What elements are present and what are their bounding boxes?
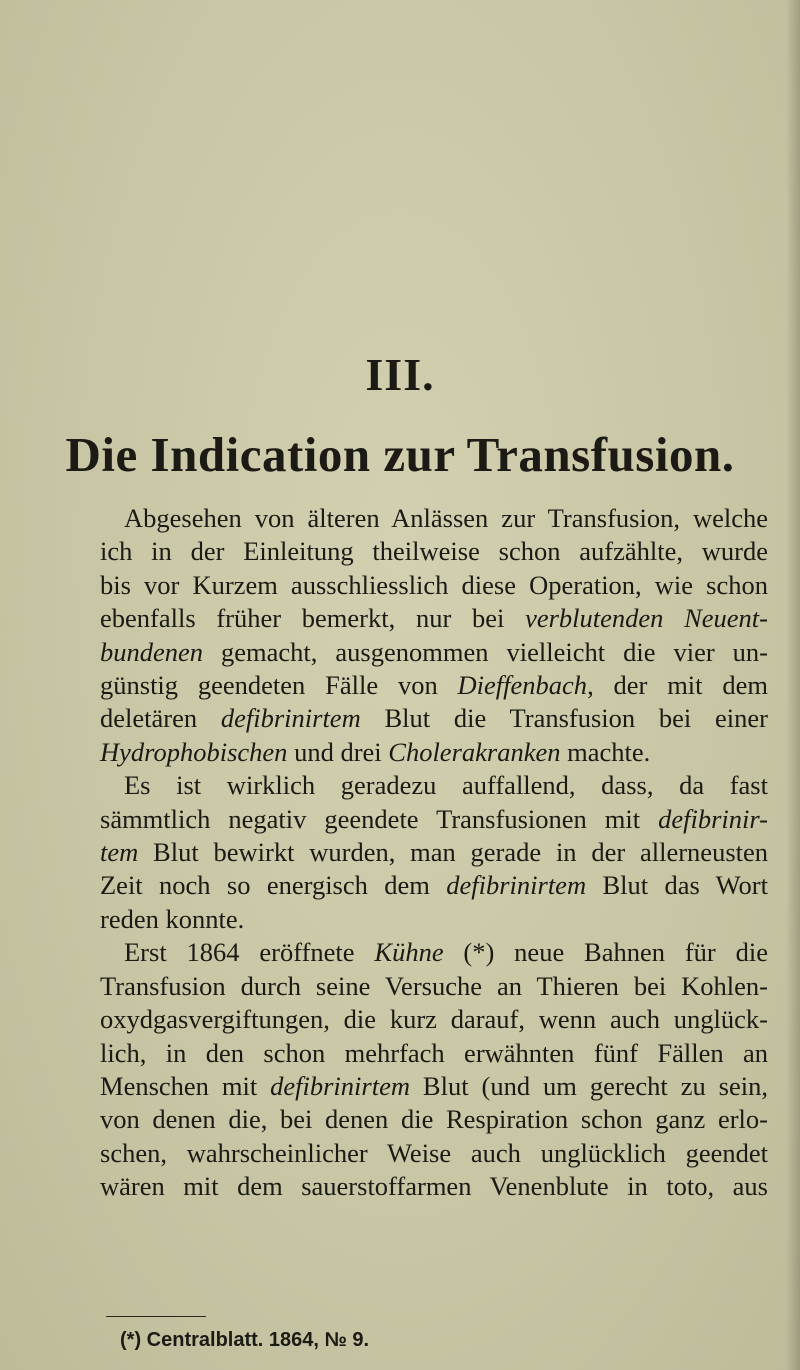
emphasis: defibrinirtem — [446, 870, 587, 901]
text-line: Erst 1864 eröffnete Kühne (*) neue Bahnen für die — [124, 937, 768, 968]
text-line: Hydrophobischen und drei Cholerakranken machte. — [100, 736, 651, 767]
text-line: bundenen gemacht, ausgenommen vielleicht die vier un- — [100, 636, 768, 667]
emphasis: Cholerakranken — [388, 736, 561, 767]
text-line: wären mit dem sauerstoffarmen Venenblute in toto, aus — [100, 1171, 768, 1202]
emphasis: bundenen — [100, 636, 204, 667]
emphasis: tem — [100, 837, 139, 868]
text-line: deletären defibrinirtem Blut die Transfusion bei einer — [100, 703, 768, 734]
text-line: lich, in den schon mehrfach erwähnten fünf Fällen an — [100, 1037, 768, 1068]
text-line: ich in der Einleitung theilweise schon aufzählte, wurde — [100, 536, 768, 567]
text-line: Zeit noch so energisch dem defibrinirtem Blut das Wort — [100, 870, 768, 901]
text-line: schen, wahrscheinlicher Weise auch unglücklich geendet — [100, 1137, 768, 1168]
footnote: (*) Centralblatt. 1864, № 9. — [120, 1329, 370, 1351]
footnote-rule — [106, 1316, 206, 1317]
text-line: Es ist wirklich geradezu auffallend, dass, da fast — [124, 770, 768, 801]
emphasis: defibrinir- — [658, 803, 768, 834]
author-name: Dieffenbach — [457, 670, 588, 701]
text-line: reden konnte. — [100, 903, 245, 934]
page-edge-shadow — [786, 0, 800, 1370]
emphasis: verblutenden Neuent- — [525, 603, 768, 634]
body-text — [100, 502, 768, 1204]
text-line: oxydgasvergiftungen, die kurz darauf, wenn auch unglück- — [100, 1004, 768, 1035]
emphasis: Hydrophobischen — [100, 736, 288, 767]
chapter-number: III. — [365, 349, 435, 400]
text-line: bis vor Kurzem ausschliesslich diese Operation, wie schon — [100, 569, 768, 600]
text-line: sämmtlich negativ geendete Transfusionen mit defibrinir- — [100, 803, 768, 834]
text-line: Abgesehen von älteren Anlässen zur Transfusion, welche — [124, 503, 768, 533]
text-line: Transfusion durch seine Versuche an Thieren bei Kohlen- — [100, 970, 768, 1001]
emphasis: defibrinirtem — [270, 1070, 410, 1101]
author-name: Kühne — [374, 937, 444, 968]
text-line: Menschen mit defibrinirtem Blut (und um gerecht zu sein, — [100, 1070, 768, 1101]
text-line: tem Blut bewirkt wurden, man gerade in der allerneusten — [100, 837, 768, 868]
text-line: günstig geendeten Fälle von Dieffenbach, der mit dem — [100, 670, 768, 701]
text-line: ebenfalls früher bemerkt, nur bei verblutenden Neuent- — [100, 603, 768, 634]
emphasis: defibrinirtem — [220, 703, 361, 734]
chapter-title: Die Indication zur Transfusion. — [65, 427, 735, 482]
text-line: von denen die, bei denen die Respiration schon ganz erlo- — [100, 1104, 768, 1135]
